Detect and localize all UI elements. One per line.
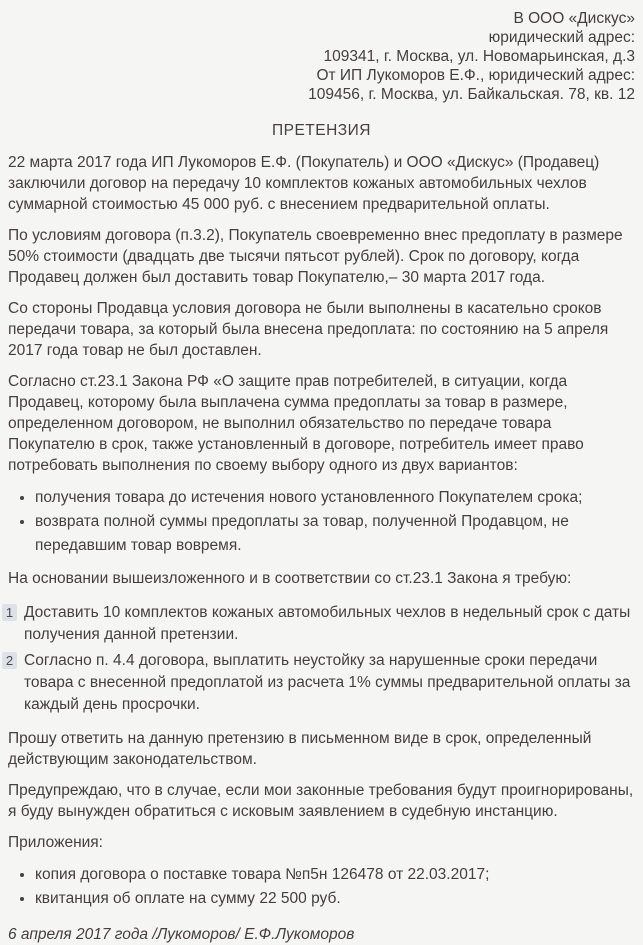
document-title: ПРЕТЕНЗИЯ: [271, 122, 371, 139]
sender-line-address: 109456, г. Москва, ул. Байкальская. 78, кв. 12: [308, 86, 635, 103]
demand-number-badge: 1: [2, 604, 17, 621]
paragraph-demand-intro: На основании вышеизложенного и в соответствии со ст.23.1 Закона я требую:: [8, 570, 572, 587]
demand-text: Доставить 10 комплектов кожаных автомобильных чехлов в недельный срок с даты получения данной претензии.: [24, 604, 631, 643]
demand-item: [2, 649, 635, 716]
options-list: [8, 486, 635, 558]
recipient-line-address: 109341, г. Москва, ул. Новомарьинская, д.3: [323, 48, 635, 65]
demand-item: [2, 601, 635, 646]
attachments-heading: Приложения:: [8, 834, 103, 851]
paragraph-reply-request: Прошу ответить на данную претензию в письменном виде в срок, определенный действующим законодательством.: [8, 730, 592, 768]
paragraph-terms: По условиям договора (п.3.2), Покупатель своевременно внес предоплату в размере 50% стоимости (двадцать две тысячи пятьсот рублей). Срок по договору, когда Продавец должен был доставить товар Покупателю,– 30 марта 2017 года.: [8, 227, 623, 286]
paragraph-law: Согласно ст.23.1 Закона РФ «О защите прав потребителей, в ситуации, когда Продавец, которому была выплачена сумма предоплаты за товар в размере, определенном договором, не выполнил обязательство по передаче товара Покупателю в срок, также установленный в договоре, потребитель имеет право потребовать выполнения по своему выбору одного из двух вариантов:: [8, 373, 584, 474]
demands-list: [2, 601, 635, 716]
recipient-line-address-label: юридический адрес:: [488, 29, 635, 46]
paragraph-breach: Со стороны Продавца условия договора не были выполнены в касательно сроков передачи товара, за который была внесена предоплата: по состоянию на 5 апреля 2017 года товар не был доставлен.: [8, 300, 609, 359]
option-item: • возврата полной суммы предоплаты за товар, полученной Продавцом, не передавшим товар вовремя.: [35, 510, 635, 558]
recipient-block: [8, 9, 635, 104]
attachment-item: • копия договора о поставке товара №п5н 126478 от 22.03.2017;: [35, 863, 635, 887]
attachments-list: [8, 863, 635, 911]
option-item: • получения товара до истечения нового установленного Покупателем срока;: [35, 486, 635, 510]
signature-line: 6 апреля 2017 года /Лукоморов/ Е.Ф.Лукоморов: [8, 926, 355, 943]
attachment-item: • квитанция об оплате на сумму 22 500 руб.: [35, 887, 635, 911]
paragraph-intro: 22 марта 2017 года ИП Лукоморов Е.Ф. (Покупатель) и ООО «Дискус» (Продавец) заключили договор на передачу 10 комплектов кожаных автомобильных чехлов суммарной стоимостью 45 000 руб. с внесением предварительной оплаты.: [8, 154, 600, 213]
demand-number-badge: 2: [2, 652, 17, 669]
recipient-line-company: В ООО «Дискус»: [513, 10, 635, 27]
sender-line-name: От ИП Лукоморов Е.Ф., юридический адрес:: [316, 67, 635, 84]
demand-text: Согласно п. 4.4 договора, выплатить неустойку за нарушенные сроки передачи товара с внесенной предоплатой из расчета 1% суммы предварительной оплаты за каждый день просрочки.: [24, 652, 631, 713]
paragraph-warning: Предупреждаю, что в случае, если мои законные требования будут проигнорированы, я буду вынужден обратиться с исковым заявлением в судебную инстанцию.: [8, 782, 634, 820]
